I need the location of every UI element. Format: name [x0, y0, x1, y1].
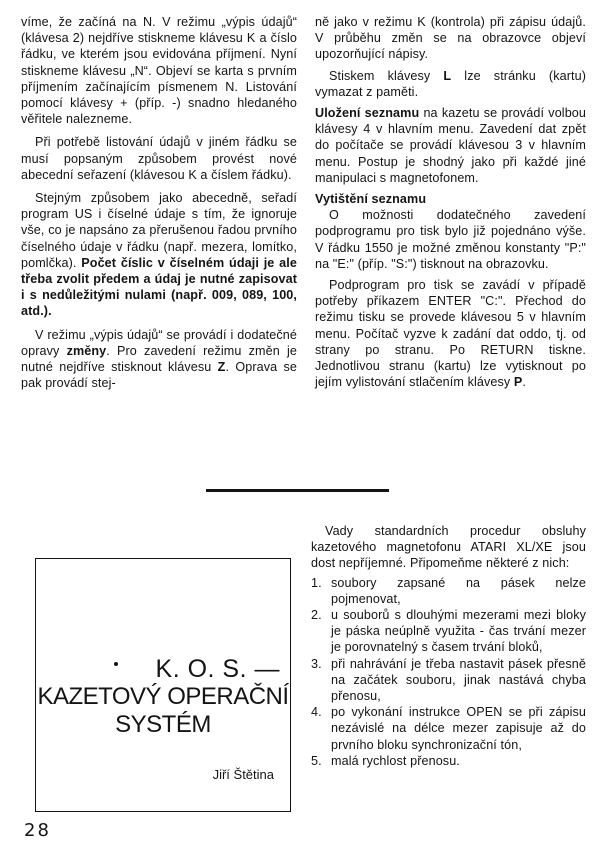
section-heading: Vytištění seznamu — [315, 192, 427, 207]
paragraph-text: lze stránku (kartu) vymazat z paměti. — [315, 68, 586, 99]
paragraph — [21, 190, 297, 320]
paragraph-bold-text: změny — [66, 343, 107, 358]
left-text-column — [21, 14, 297, 398]
list-item — [311, 575, 586, 607]
paragraph-text: . — [522, 375, 526, 390]
list-number: 3. — [311, 656, 322, 671]
paragraph: ně jako v režimu K (kontrola) při zápisu údajů. V průběhu změn se na obrazovce objeví upozorňující nápisy. — [315, 15, 586, 62]
title-line: KAZETOVÝ OPERAČNÍ — [37, 683, 289, 710]
paragraph — [315, 105, 586, 186]
list-number: 4. — [311, 705, 322, 720]
paragraph: Při potřebě listování údajů v jiném řádku se musí popsaným způsobem provést nové abecední seřazení (klávesou K a číslem řádku). — [21, 135, 297, 182]
list-item — [311, 607, 586, 656]
paragraph — [315, 277, 586, 390]
paragraph-text: na kazetu se provádí volbou klávesy 4 v hlavním menu. Zavedení dat zpět do počítače se provádí klávesou 3 v hlavním menu. Postup je shodný jako při každé jiné manipulaci s magnetofonem. — [315, 106, 587, 185]
bottom-text-column — [311, 523, 586, 769]
paragraph-text: Stiskem klávesy — [329, 68, 431, 83]
paragraph-text: . Oprava se pak provádí stej- — [21, 360, 297, 391]
section-heading: Uložení seznamu — [315, 106, 420, 121]
list-number: 5. — [311, 753, 322, 768]
key-label: Z — [217, 360, 226, 375]
numbered-list — [311, 575, 586, 769]
right-text-column — [315, 14, 586, 395]
paragraph-text: V režimu „výpis údajů“ se provádí i dodatečné opravy — [21, 327, 297, 358]
list-item-text: u souborů s dlouhými mezerami mezi bloky je páska neúplně využita - čas trvání mezer je porovnatelný s časem trvání bloků, — [331, 608, 586, 655]
title-line: K. O. S. — — [155, 655, 280, 683]
paragraph: víme, že začíná na N. V režimu „výpis údajů“ (klávesa 2) nejdříve stiskneme klávesu K a číslo řádku, ve kterém jsou evidována příjmení. Nyní stiskneme klávesu „N“. Objeví se karta s prvním příjmením začínajícím písmenem N. Listování pomocí klávesy + (příp. -) snadno hledaného věřitele nalezneme. — [21, 15, 297, 127]
list-item — [311, 704, 586, 753]
author-name: Jiří Štětina — [212, 767, 274, 782]
key-label: L — [443, 68, 452, 83]
section-divider — [206, 489, 389, 492]
paragraph: O možnosti dodatečného zavedení podprogramu pro tisk bylo již pojednáno výše. V řádku 1550 je možné změnou konstanty "P:" na "E:" (příp. "S:") tisknout na obrazovku. — [315, 208, 586, 271]
list-number: 2. — [311, 608, 322, 623]
page-number: 28 — [24, 820, 51, 841]
list-item-text: po vykonání instrukce OPEN se při zápisu nezávislé na délce mezer zapisuje až do prvního bloku synchronizační tón, — [331, 705, 586, 752]
paragraph-text: . Pro zavedení režimu změn je nutné nejdříve stisknout klávesu — [21, 343, 297, 375]
paragraph-text: Stejným způsobem jako abecedně, seřadí program US i číselné údaje s tím, že ignoruje vše, co je napsáno za přerušenou řadou prvního číselného údaje v řádku (např. mezera, lomítko, pomlčka). — [21, 191, 297, 270]
paragraph-text: Podprogram pro tisk se zavádí v případě potřeby příkazem ENTER "C:". Přechod do režimu tisku se provede klávesou 5 v hlavním menu. Počítač vyzve k zadání dat oddo, tj. od strany po stranu. Po RETURN tiskne. Jednotlivou stranu (kartu) lze vytisknout po jejím vylistování stlačením klávesy — [315, 278, 586, 390]
paragraph: Vady standardních procedur obsluhy kazetového magnetofonu ATARI XL/XE jsou dost nepříjemné. Připomeňme některé z nich: — [311, 524, 586, 571]
article-title-box — [35, 558, 291, 812]
list-item-text: při nahrávání je třeba nastavit pásek přesně na začátek souboru, jinak nastává chyba přenosu, — [331, 656, 586, 704]
key-label: P — [513, 375, 523, 390]
list-item-text: soubory zapsané na pásek nelze pojmenovat, — [331, 575, 586, 606]
title-line: SYSTÉM — [115, 711, 211, 738]
list-item — [311, 753, 586, 769]
paragraph — [315, 68, 586, 100]
list-number: 1. — [311, 575, 322, 590]
list-item — [311, 656, 586, 705]
list-item-text: malá rychlost přenosu. — [331, 753, 460, 768]
paragraph-bold-text: Počet číslic v číselném údaji je ale třeba zvolit předem a údaj je nutné zapisovat i s nedůležitými nulami (např. 009, 089, 100, atd.). — [21, 255, 297, 319]
paragraph — [21, 327, 297, 392]
